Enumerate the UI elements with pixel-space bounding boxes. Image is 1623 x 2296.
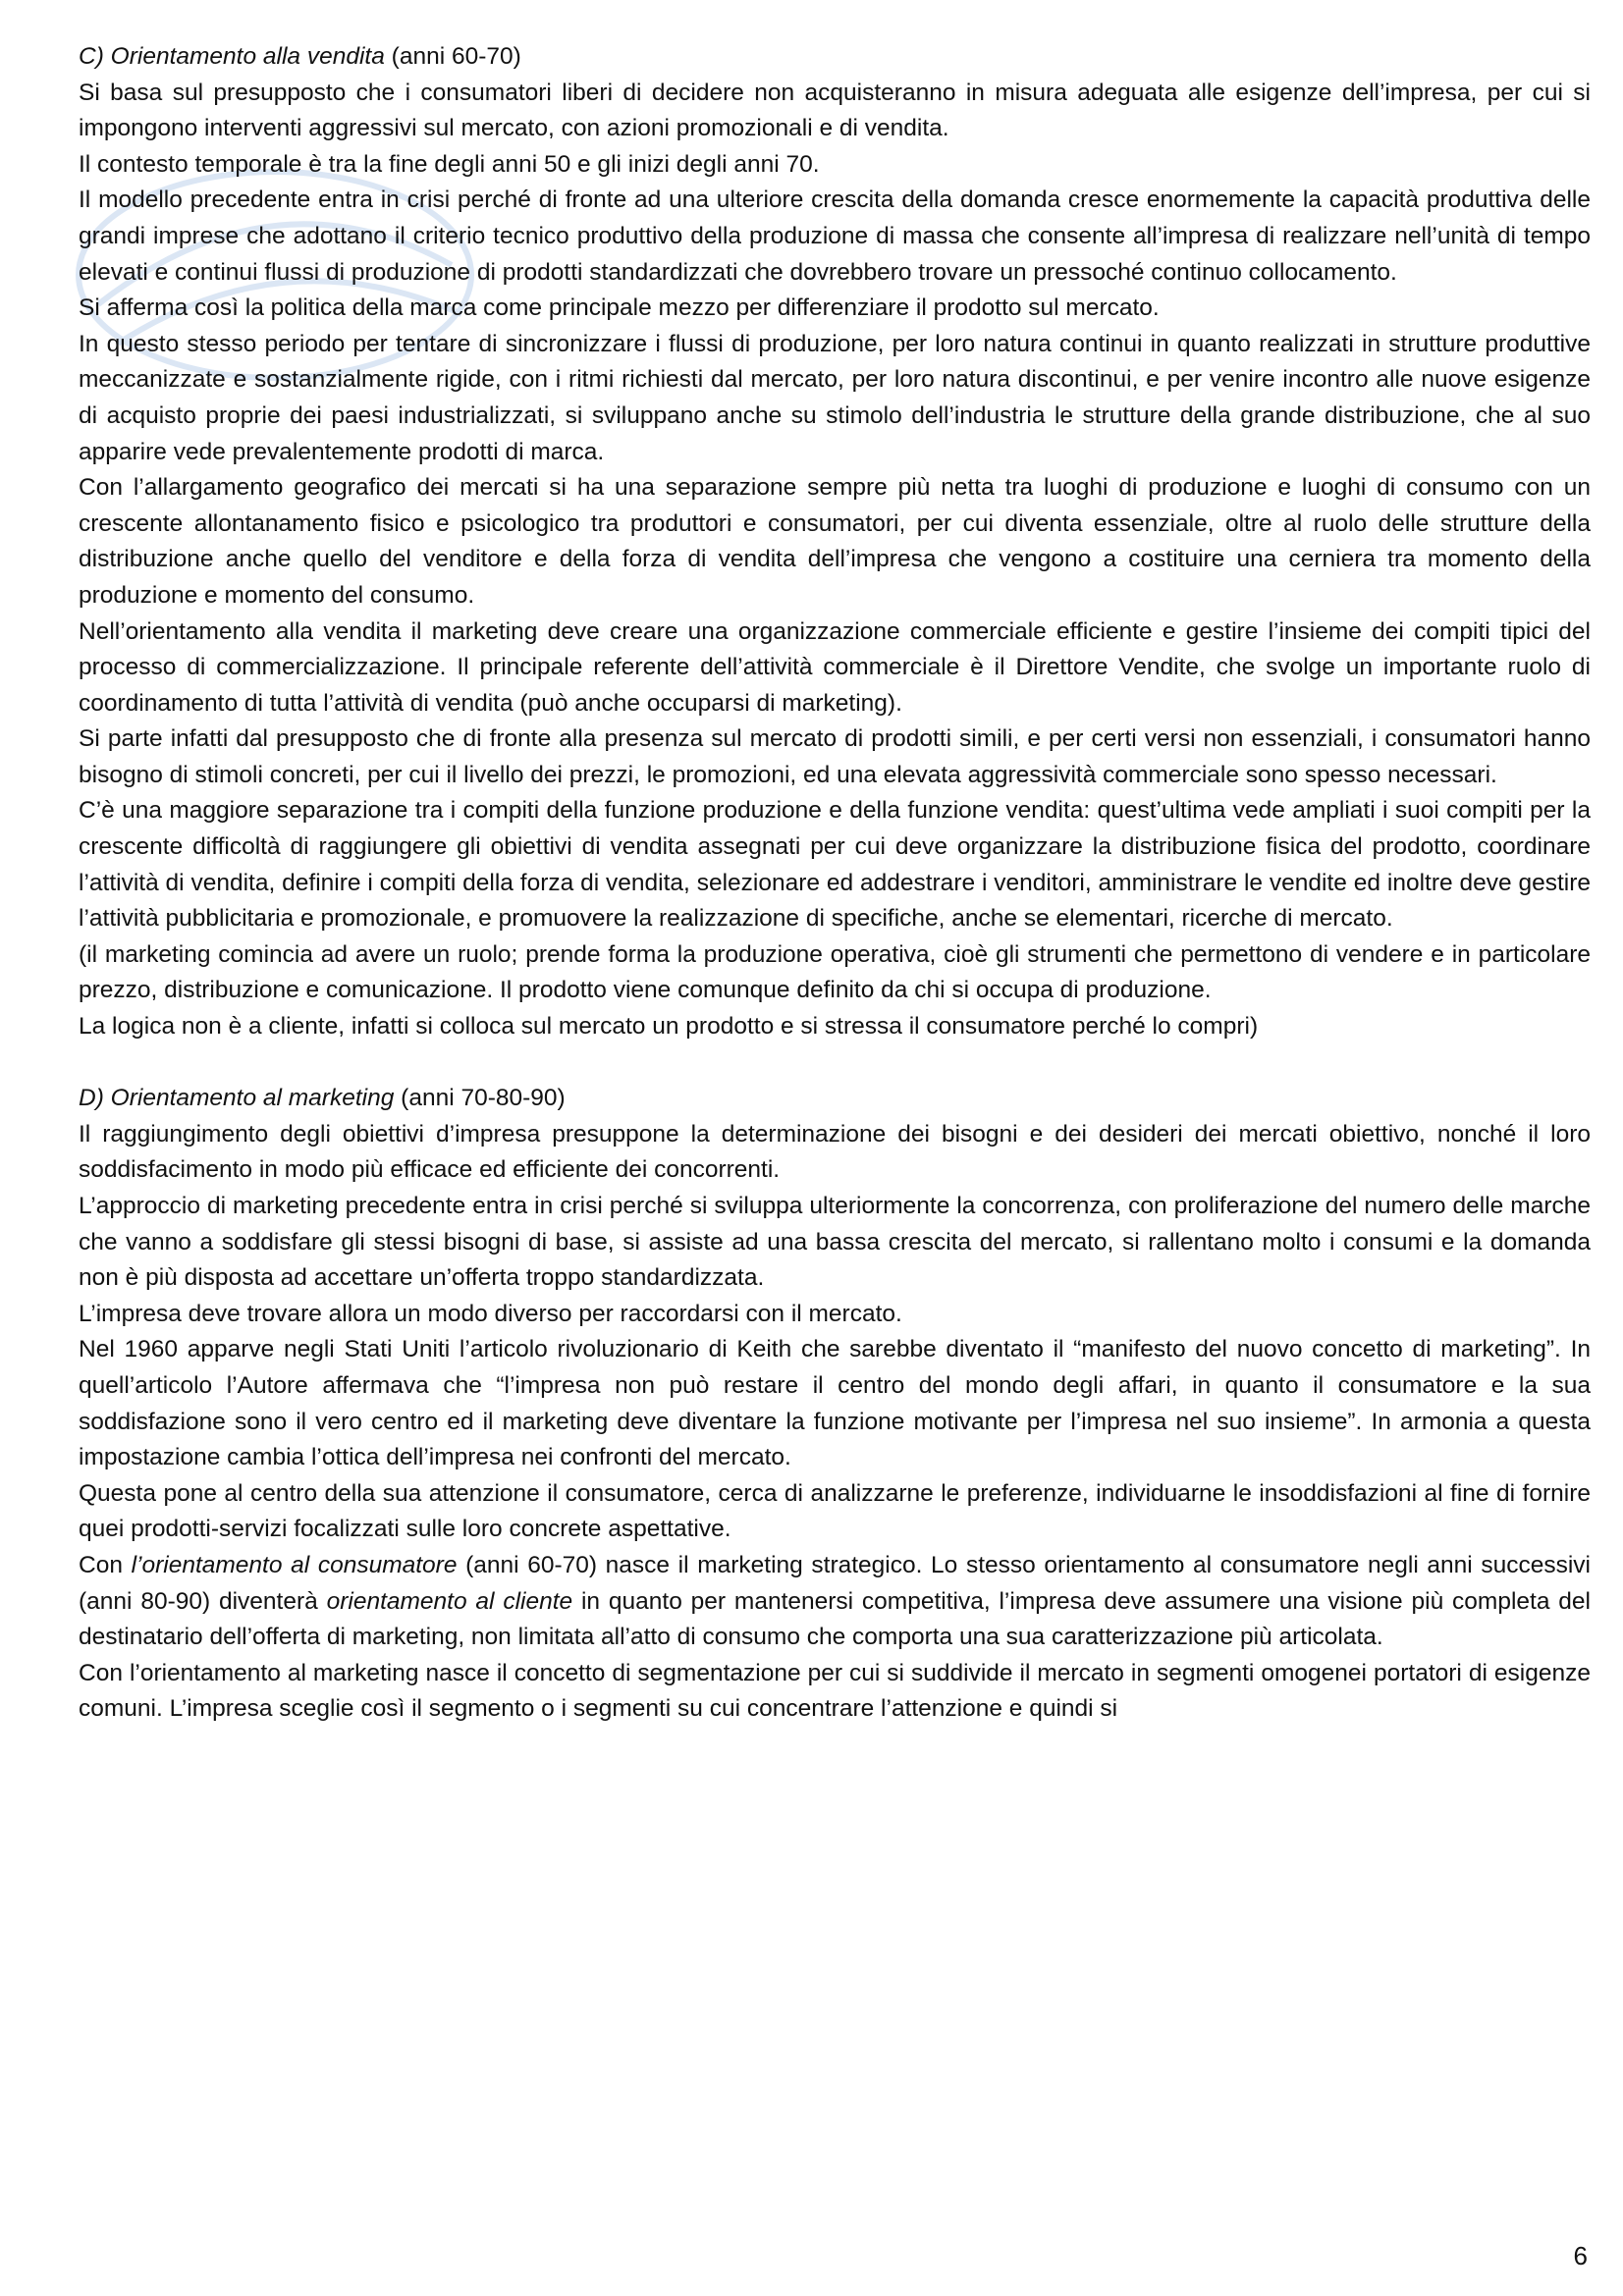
paragraph: Nell’orientamento alla vendita il marketing deve creare una organizzazione commerciale efficiente e gestire l’insieme dei compiti tipici del processo di commercializzazione. Il principale referente dell’attività commerciale è il Direttore Vendite, che svolge un importante ruolo di coordinamento di tutta l’attività di vendita (può anche occuparsi di marketing). [79,617,1591,717]
paragraph: Il raggiungimento degli obiettivi d’impresa presuppone la determinazione dei bisogni e dei desideri dei mercati obiettivo, nonché il loro soddisfacimento in modo più efficace ed efficiente dei concorrenti. [79,1120,1591,1184]
text-run: (anni 60-70) nasce il marketing strategico. Lo stesso orientamento al consumatore negli anni successivi (anni 80-90) diventerà [79,1551,1591,1615]
paragraph: L’approccio di marketing precedente entra in crisi perché si sviluppa ulteriormente la concorrenza, con proliferazione del numero delle marche che vanno a soddisfare gli stessi bisogni di base, si assiste ad una bassa crescita del mercato, si rallentano molto i consumi e la domanda non è più disposta ad accettare un’offerta troppo standardizzata. [79,1193,1591,1292]
paragraph: Con l’allargamento geografico dei mercati si ha una separazione sempre più netta tra luoghi di produzione e luoghi di consumo con un crescente allontanamento fisico e psicologico tra produttori e consumatori, per cui diventa essenziale, oltre al ruolo delle strutture della distribuzione anche quello del venditore e della forza di vendita dell’impresa che vengono a costituire una cerniera tra momento della produzione e momento del consumo. [79,474,1591,609]
paragraph: Il contesto temporale è tra la fine degli anni 50 e gli inizi degli anni 70. [79,150,820,178]
paragraph: In questo stesso periodo per tentare di sincronizzare i flussi di produzione, per loro natura continui in quanto realizzati in strutture produttive meccanizzate e sostanzialmente rigide, con i ritmi richiesti dal mercato, per loro natura discontinui, e per venire incontro alle nuove esigenze di acquisto proprie dei paesi industrializzati, si sviluppano anche su stimolo dell’industria le strutture della grande distribuzione, che al suo apparire vede prevalentemente prodotti di marca. [79,330,1591,465]
italic-term: orientamento al cliente [326,1587,573,1615]
text-run: Con [79,1551,132,1578]
document-page [79,39,1591,2238]
paragraph: C’è una maggiore separazione tra i compiti della funzione produzione e della funzione vendita: quest’ultima vede ampliati i suoi compiti per la crescente difficoltà di raggiungere gli obiettivi di vendita assegnati per cui deve organizzare la distribuzione fisica del prodotto, coordinare l’attività di vendita, definire i compiti della forza di vendita, selezionare ed addestrare i venditori, amministrare le vendite ed inoltre deve gestire l’attività pubblicitaria e promozionale, e promuovere la realizzazione di specifiche, anche se elementari, ricerche di mercato. [79,797,1591,933]
section-d-title: D) Orientamento al marketing [79,1085,395,1112]
text-run: in quanto per mantenersi competitiva, l’impresa deve assumere una visione più completa del destinatario dell’offerta di marketing, non limitata all’atto di consumo che comporta una sua caratterizzazione più articolata. [79,1587,1591,1651]
section-d-heading [79,1081,1591,1117]
paragraph: Con l’orientamento al marketing nasce il concetto di segmentazione per cui si suddivide il mercato in segmenti omogenei portatori di esigenze comuni. L’impresa sceglie così il segmento o i segmenti su cui concentrare l’attenzione e quindi si [79,1659,1591,1723]
section-c-heading [79,39,1591,76]
paragraph: Si parte infatti dal presupposto che di fronte alla presenza sul mercato di prodotti simili, e per certi versi non essenziali, i consumatori hanno bisogno di stimoli concreti, per cui il livello dei prezzi, le promozioni, ed una elevata aggressività commerciale sono spesso necessari. [79,725,1591,788]
section-d-years: (anni 70-80-90) [394,1085,566,1112]
paragraph: (il marketing comincia ad avere un ruolo; prende forma la produzione operativa, cioè gli strumenti che permettono di vendere e in particolare prezzo, distribuzione e comunicazione. Il prodotto viene comunque definito da chi si occupa di produzione. [79,940,1591,1004]
paragraph: L’impresa deve trovare allora un modo diverso per raccordarsi con il mercato. [79,1300,902,1327]
section-spacer [79,1045,1591,1082]
paragraph: Si basa sul presupposto che i consumatori liberi di decidere non acquisteranno in misura adeguata alle esigenze dell’impresa, per cui si impongono interventi aggressivi sul mercato, con azioni promozionali e di vendita. [79,79,1591,142]
page-number: 6 [1573,2241,1588,2270]
paragraph: La logica non è a cliente, infatti si colloca sul mercato un prodotto e si stressa il consumatore perché lo compri) [79,1013,1259,1041]
paragraph: Il modello precedente entra in crisi perché di fronte ad una ulteriore crescita della domanda cresce enormemente la capacità produttiva delle grandi imprese che adottano il criterio tecnico produttivo della produzione di massa che consente all’impresa di realizzare nell’unità di tempo elevati e continui flussi di produzione di prodotti standardizzati che dovrebbero trovare un pressoché continuo collocamento. [79,187,1591,286]
paragraph: Si afferma così la politica della marca come principale mezzo per differenziare il prodotto sul mercato. [79,294,1160,322]
section-c-years: (anni 60-70) [384,43,521,70]
paragraph: Nel 1960 apparve negli Stati Uniti l’articolo rivoluzionario di Keith che sarebbe diventato il “manifesto del nuovo concetto di marketing”. In quell’articolo l’Autore affermava che “l’impresa non può restare il centro del mondo degli affari, in quanto il consumatore e la sua soddisfazione sono il vero centro ed il marketing deve diventare la funzione motivante per l’impresa nel suo insieme”. In armonia a questa impostazione cambia l’ottica dell’impresa nei confronti del mercato. [79,1336,1591,1471]
section-c-title: C) Orientamento alla vendita [79,43,385,70]
paragraph: Questa pone al centro della sua attenzione il consumatore, cerca di analizzarne le preferenze, individuarne le insoddisfazioni al fine di fornire quei prodotti-servizi focalizzati sulle loro concrete aspettative. [79,1479,1591,1543]
paragraph-mixed [79,1548,1591,1656]
italic-term: l’orientamento al consumatore [131,1551,458,1578]
